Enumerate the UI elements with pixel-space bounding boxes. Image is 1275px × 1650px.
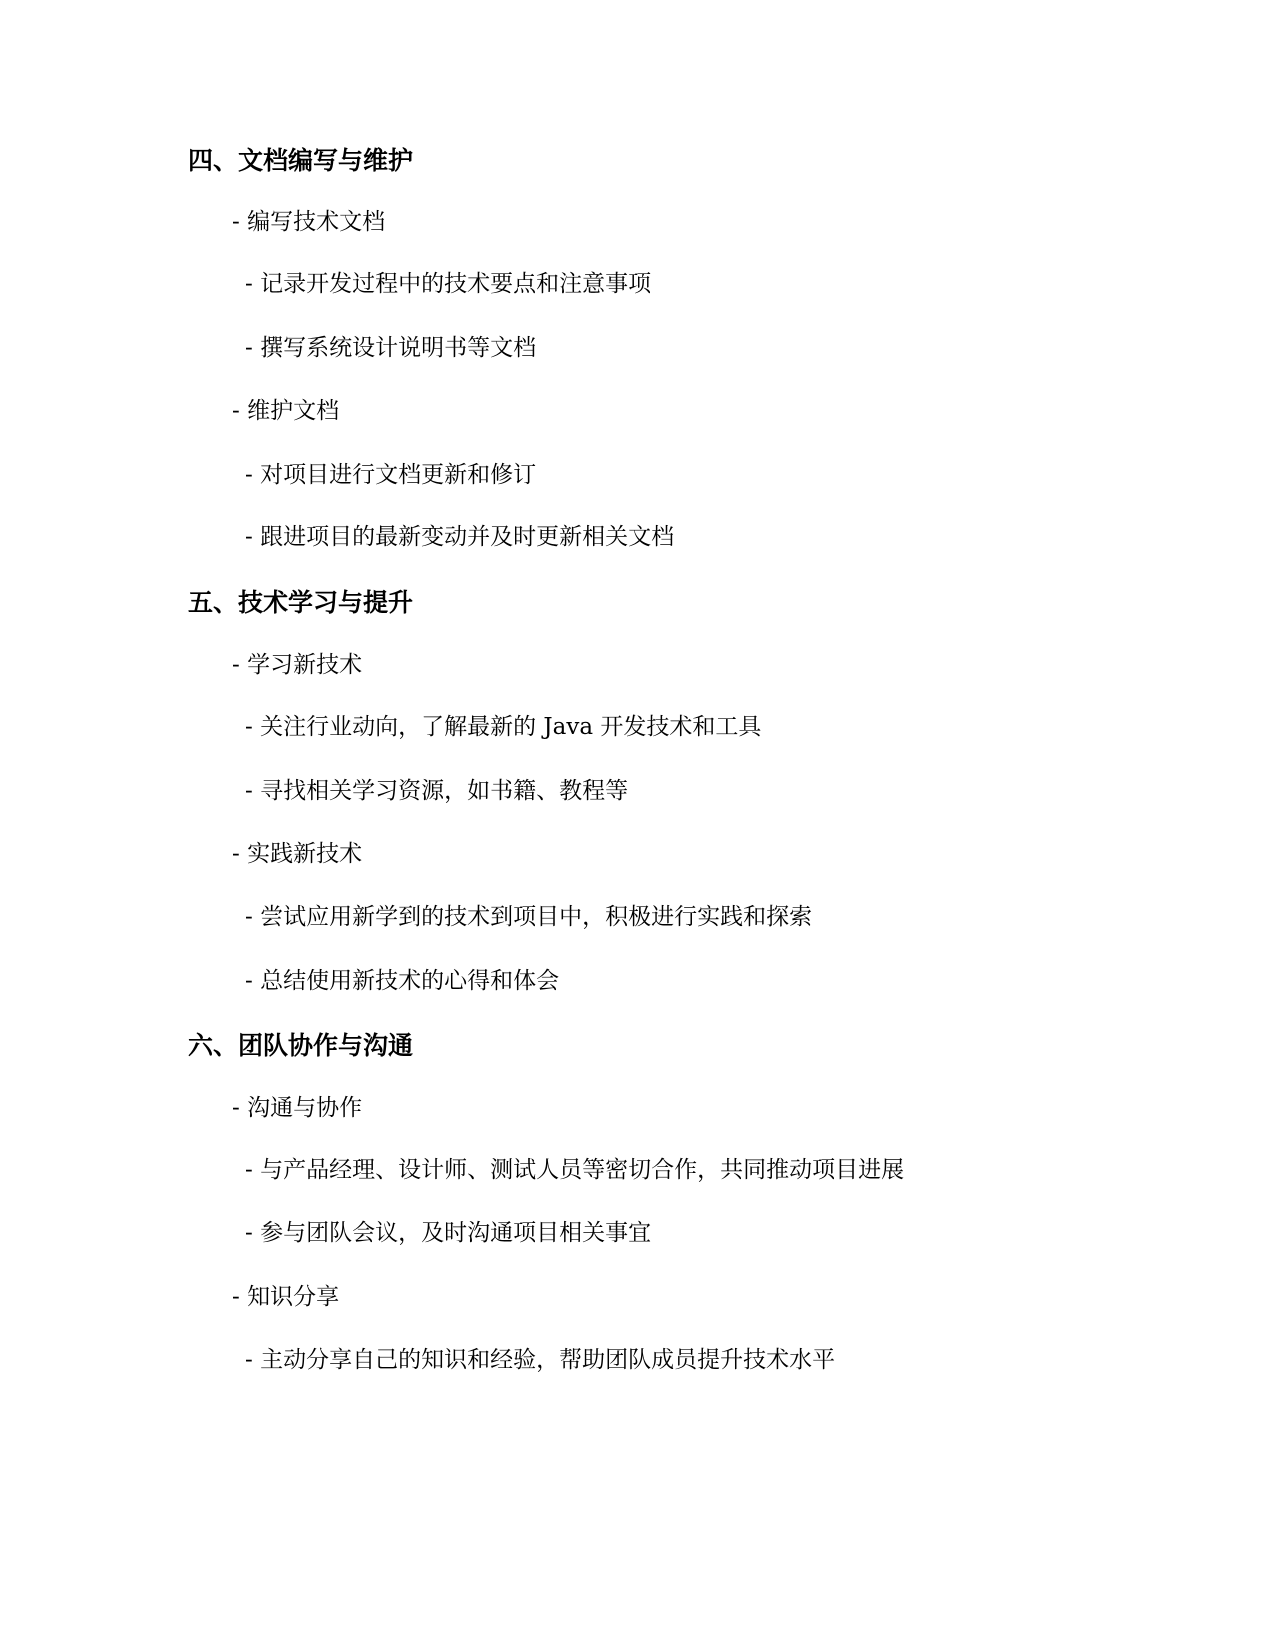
group-title: - 编写技术文档 (232, 209, 386, 235)
group-title: - 维护文档 (232, 398, 340, 424)
section-heading: 四、文档编写与维护 (188, 146, 414, 175)
list-item: - 对项目进行文档更新和修订 (245, 462, 537, 488)
list-item: - 寻找相关学习资源，如书籍、教程等 (245, 778, 629, 804)
list-item: - 关注行业动向，了解最新的 Java 开发技术和工具 (245, 714, 762, 740)
list-item: - 与产品经理、设计师、测试人员等密切合作，共同推动项目进展 (245, 1157, 905, 1183)
list-item: - 撰写系统设计说明书等文档 (245, 335, 537, 361)
section-heading: 五、技术学习与提升 (188, 588, 414, 617)
group-title: - 沟通与协作 (232, 1095, 363, 1121)
list-item: - 参与团队会议，及时沟通项目相关事宜 (245, 1220, 652, 1246)
group-title: - 学习新技术 (232, 652, 363, 678)
list-item: - 跟进项目的最新变动并及时更新相关文档 (245, 524, 675, 550)
list-item: - 尝试应用新学到的技术到项目中，积极进行实践和探索 (245, 904, 813, 930)
list-item: - 总结使用新技术的心得和体会 (245, 968, 560, 994)
list-item: - 记录开发过程中的技术要点和注意事项 (245, 271, 652, 297)
group-title: - 知识分享 (232, 1284, 340, 1310)
group-title: - 实践新技术 (232, 841, 363, 867)
section-heading: 六、团队协作与沟通 (188, 1031, 414, 1060)
list-item: - 主动分享自己的知识和经验，帮助团队成员提升技术水平 (245, 1347, 836, 1373)
